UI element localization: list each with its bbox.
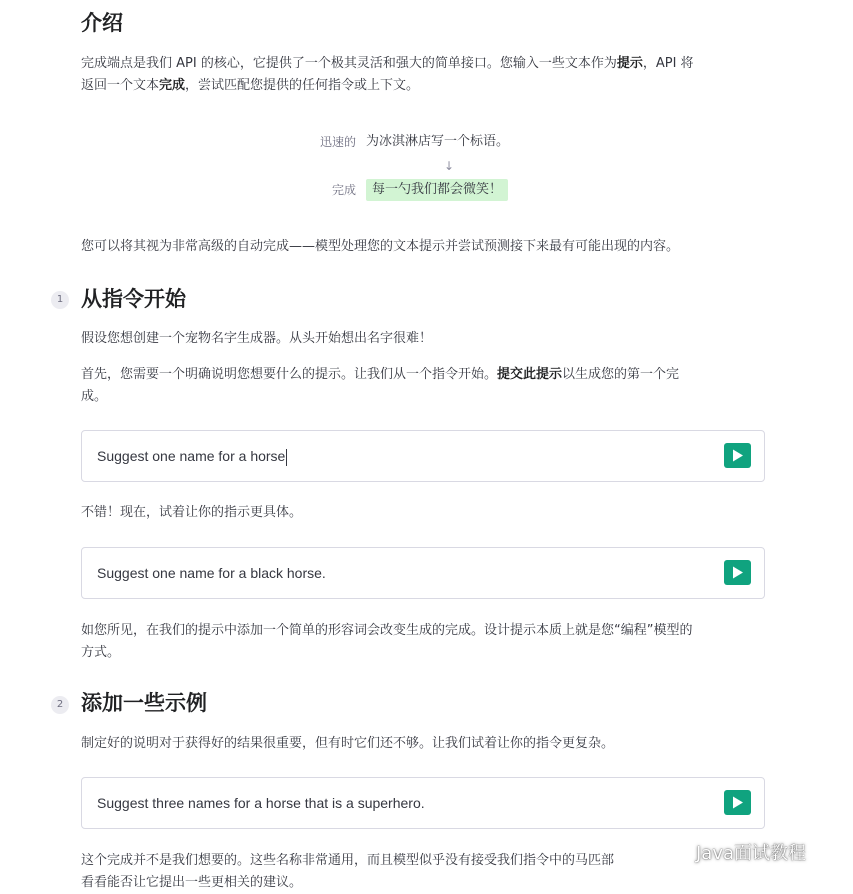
wechat-icon xyxy=(668,845,690,863)
watermark-text: Java面试教程 xyxy=(696,843,807,864)
step-1-paragraph-2: 首先，您需要一个明确说明您想要什么的提示。让我们从一个指令开始。提交此提示以生成您的第一个完 成。 xyxy=(81,367,680,404)
step-1-badge: 1 xyxy=(51,291,69,309)
down-arrow-icon: ↓ xyxy=(444,159,455,173)
demo-prompt-label: 迅速的 xyxy=(319,135,356,149)
prompt-input-3-text[interactable]: Suggest three names for a horse that is a superhero. xyxy=(97,795,425,811)
step-2-badge: 2 xyxy=(51,696,69,714)
demo-completion-label: 完成 xyxy=(331,183,356,197)
submit-prompt-button-2[interactable] xyxy=(724,560,751,585)
intro-paragraph: 完成端点是我们 API 的核心，它提供了一个极其灵活和强大的简单接口。您输入一些文本作为提示，API 将 返回一个文本完成，尝试匹配您提供的任何指令或上下文。 xyxy=(81,56,694,93)
demo-prompt-text: 为冰淇淋店写一个标语。 xyxy=(366,134,510,149)
intro-title: 介绍 xyxy=(81,11,123,35)
prompt-input-1[interactable] xyxy=(81,430,765,482)
text-caret xyxy=(286,449,287,466)
step-1-paragraph-1: 假设您想创建一个宠物名字生成器。从头开始想出名字很难！ xyxy=(81,331,433,346)
step-2-paragraph-2: 这个完成并不是我们想要的。这些名称非常通用，而且模型似乎没有接受我们指令中的马匹部 看看能否让它提出一些更相关的建议。 xyxy=(81,853,615,890)
watermark xyxy=(668,842,806,866)
step-2-paragraph-1: 制定好的说明对于获得好的结果很重要，但有时它们还不够。让我们试着让你的指令更复杂。 xyxy=(81,736,615,751)
submit-prompt-button-1[interactable] xyxy=(724,443,751,468)
demo-prompt-row xyxy=(300,131,560,153)
play-icon xyxy=(732,449,744,462)
play-icon xyxy=(732,796,744,809)
step-1-paragraph-4: 如您所见，在我们的提示中添加一个简单的形容词会改变生成的完成。设计提示本质上就是您“编程”模型的 方式。 xyxy=(81,623,693,660)
prompt-input-2-text[interactable]: Suggest one name for a black horse. xyxy=(97,565,326,581)
prompt-input-2[interactable] xyxy=(81,547,765,599)
prompt-input-3[interactable] xyxy=(81,777,765,829)
play-icon xyxy=(732,566,744,579)
demo-completion-row xyxy=(300,179,560,201)
prompt-input-1-text[interactable]: Suggest one name for a horse xyxy=(97,448,286,464)
step-1-paragraph-3: 不错！现在，试着让你的指示更具体。 xyxy=(81,505,303,520)
intro-paragraph-2: 您可以将其视为非常高级的自动完成——模型处理您的文本提示并尝试预测接下来最有可能出现的内容。 xyxy=(81,239,680,254)
submit-prompt-button-3[interactable] xyxy=(724,790,751,815)
demo-completion-text: 每一勺我们都会微笑！ xyxy=(366,179,508,201)
step-2-title: 添加一些示例 xyxy=(81,691,207,715)
step-1-title: 从指令开始 xyxy=(81,287,186,311)
